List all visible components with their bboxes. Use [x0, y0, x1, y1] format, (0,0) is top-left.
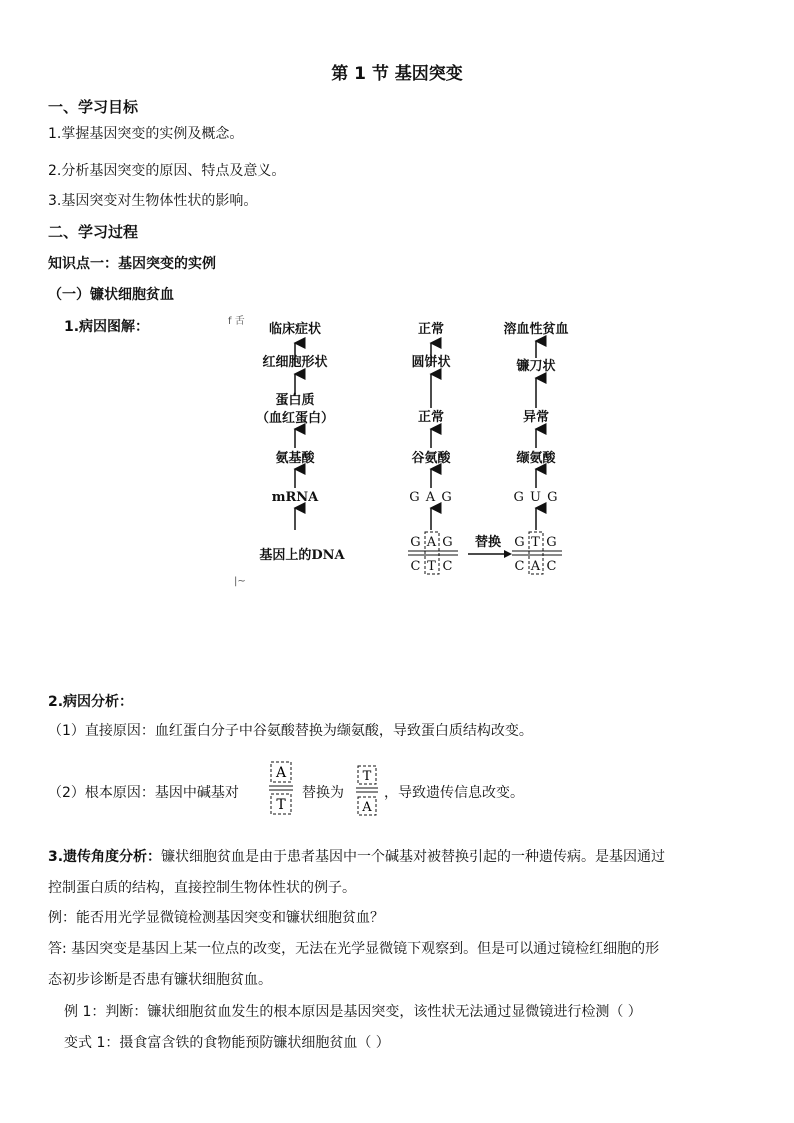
- diagram-label: 基因上的DNA: [259, 548, 345, 563]
- dna-base: T: [531, 535, 541, 550]
- diagram-label: 镰刀状: [516, 359, 556, 374]
- base-top: T: [362, 769, 372, 784]
- goal-item: 1.掌握基因突变的实例及概念。: [48, 126, 244, 142]
- replace-arrowhead: [504, 550, 512, 558]
- subsection-title: （一）镰状细胞贫血: [48, 287, 174, 303]
- dna-base: A: [530, 559, 542, 574]
- pathology-diagram: [220, 308, 570, 588]
- knowledge-point-title: 知识点一：基因突变的实例: [48, 256, 216, 272]
- base-top: A: [275, 765, 287, 781]
- diagram-label: G U G: [513, 490, 559, 505]
- dna-base: G: [442, 535, 454, 550]
- dna-base: C: [410, 559, 422, 574]
- diagram-label: （血红蛋白）: [255, 411, 335, 426]
- genetic-analysis-text: 镰状细胞贫血是由于患者基因中一个碱基对被替换引起的一种遗传病。是基因通过: [161, 849, 666, 865]
- diagram-label: 氨基酸: [275, 451, 315, 466]
- diagram-label: 异常: [522, 410, 550, 425]
- root-cause-suffix: ，导致遗传信息改变。: [384, 785, 524, 801]
- root-cause-prefix: （2）根本原因：基因中碱基对: [48, 785, 239, 801]
- diagram-label: 正常: [417, 322, 445, 337]
- dna-base: G: [514, 535, 526, 550]
- goal-item: 3.基因突变对生物体性状的影响。: [48, 193, 258, 209]
- diagram-label: 蛋白质: [275, 393, 315, 408]
- base-pair-original: [266, 760, 296, 816]
- direct-cause: （1）直接原因：血红蛋白分子中谷氨酸替换为缬氨酸，导致蛋白质结构改变。: [48, 723, 533, 739]
- genetic-analysis-cont: 控制蛋白质的结构，直接控制生物体性状的例子。: [48, 880, 356, 896]
- diagram-label: 谷氨酸: [411, 451, 451, 466]
- variant-1: 变式 1：摄食富含铁的食物能预防镰状细胞贫血（ ）: [64, 1035, 390, 1051]
- diagram-label: 红细胞形状: [262, 355, 328, 370]
- base-bottom: T: [276, 797, 286, 813]
- example-question: 例：能否用光学显微镜检测基因突变和镰状细胞贫血？: [48, 910, 384, 926]
- example-answer: 答: 基因突变是基因上某一位点的改变，无法在光学显微镜下观察到。但是可以通过镜检红细胞的形: [48, 941, 660, 957]
- dna-base: G: [546, 535, 558, 550]
- analysis-label: 2.病因分析：: [48, 694, 134, 710]
- dna-mutant: [512, 532, 562, 574]
- diagram-label: 圆饼状: [411, 355, 451, 370]
- dna-base: G: [410, 535, 422, 550]
- dna-base: C: [442, 559, 454, 574]
- svg-text:f 舌: f 舌: [228, 316, 245, 327]
- dna-base: A: [426, 535, 438, 550]
- diagram-label: 正常: [417, 410, 445, 425]
- figure-label: 1.病因图解：: [64, 319, 150, 335]
- svg-text:|~: |~: [234, 576, 246, 587]
- base-pair-replaced: [354, 764, 380, 820]
- genetic-analysis-label: 3.遗传角度分析：: [48, 849, 162, 865]
- dna-base: T: [427, 559, 437, 574]
- goal-item: 2.分析基因突变的原因、特点及意义。: [48, 163, 286, 179]
- replace-label: 替换: [474, 535, 502, 550]
- diagram-label: 临床症状: [268, 322, 322, 337]
- diagram-label: mRNA: [271, 490, 319, 505]
- section-heading-process: 二、学习过程: [48, 223, 139, 241]
- example-answer-cont: 态初步诊断是否患有镰状细胞贫血。: [48, 972, 272, 988]
- dna-base: C: [546, 559, 558, 574]
- page-title: 第 1 节 基因突变: [331, 64, 463, 84]
- genetic-analysis-line: [48, 846, 665, 866]
- dna-normal: [408, 532, 458, 574]
- section-heading-goals: 一、学习目标: [48, 98, 139, 116]
- diagram-label: G A G: [409, 490, 453, 505]
- diagram-label: 缬氨酸: [516, 451, 556, 466]
- root-cause-middle: 替换为: [302, 785, 344, 801]
- exercise-1: 例 1：判断：镰状细胞贫血发生的根本原因是基因突变，该性状无法通过显微镜进行检测（ ）: [64, 1004, 642, 1020]
- base-bottom: A: [362, 800, 372, 815]
- diagram-label: 溶血性贫血: [503, 322, 569, 337]
- dna-base: C: [514, 559, 526, 574]
